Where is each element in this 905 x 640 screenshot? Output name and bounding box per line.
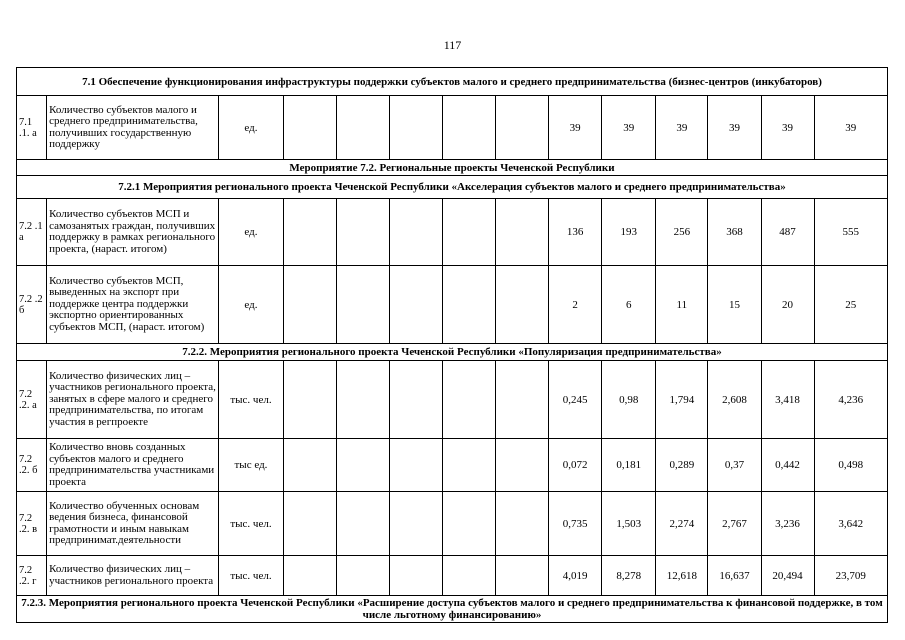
value-cell: 8,278 — [602, 556, 656, 596]
empty-cell — [283, 266, 336, 344]
empty-cell — [442, 199, 495, 266]
empty-cell — [442, 361, 495, 439]
empty-cell — [336, 439, 389, 492]
value-cell: 193 — [602, 199, 656, 266]
unit-cell: тыс ед. — [219, 439, 283, 492]
empty-cell — [495, 199, 548, 266]
row-number: 7.2 .1 а — [17, 199, 47, 266]
section-row — [17, 68, 888, 96]
value-cell: 2,767 — [708, 492, 761, 556]
empty-cell — [283, 96, 336, 160]
value-cell: 2 — [549, 266, 602, 344]
value-cell: 0,072 — [549, 439, 602, 492]
value-cell: 39 — [708, 96, 761, 160]
value-cell: 0,498 — [814, 439, 887, 492]
indicator-name: Количество субъектов малого и среднего предпринимательства, получивших государственную поддержку — [47, 96, 219, 160]
indicator-name: Количество вновь созданных субъектов малого и среднего предпринимательства участниками проекта — [47, 439, 219, 492]
unit-cell: ед. — [219, 199, 283, 266]
value-cell: 4,236 — [814, 361, 887, 439]
empty-cell — [495, 266, 548, 344]
section-row — [17, 596, 888, 623]
empty-cell — [283, 199, 336, 266]
unit-cell: ед. — [219, 266, 283, 344]
empty-cell — [442, 96, 495, 160]
section-heading: Мероприятие 7.2. Региональные проекты Чеченской Республики — [17, 160, 888, 176]
section-heading: 7.1 Обеспечение функционирования инфраструктуры поддержки субъектов малого и среднего предпринимательства (бизнес-центров (инкубаторов) — [17, 68, 888, 96]
empty-cell — [336, 556, 389, 596]
table-row — [17, 439, 888, 492]
empty-cell — [283, 492, 336, 556]
value-cell: 2,274 — [656, 492, 708, 556]
value-cell: 3,236 — [761, 492, 814, 556]
value-cell: 487 — [761, 199, 814, 266]
row-number: 7.2 .2. г — [17, 556, 47, 596]
section-row — [17, 176, 888, 199]
table-row — [17, 556, 888, 596]
empty-cell — [495, 361, 548, 439]
indicator-name: Количество обученных основам ведения бизнеса, финансовой грамотности и иным навыкам предпринимат.деятельности — [47, 492, 219, 556]
value-cell: 15 — [708, 266, 761, 344]
value-cell: 6 — [602, 266, 656, 344]
empty-cell — [442, 266, 495, 344]
value-cell: 136 — [549, 199, 602, 266]
value-cell: 39 — [656, 96, 708, 160]
value-cell: 1,503 — [602, 492, 656, 556]
indicator-name: Количество субъектов МСП, выведенных на экспорт при поддержке центра поддержки экспортно ориентированных субъектов МСП, (нараст. итогом) — [47, 266, 219, 344]
indicator-name: Количество физических лиц – участников регионального проекта — [47, 556, 219, 596]
value-cell: 256 — [656, 199, 708, 266]
unit-cell: ед. — [219, 96, 283, 160]
empty-cell — [495, 439, 548, 492]
row-number: 7.2 .2. б — [17, 439, 47, 492]
empty-cell — [336, 96, 389, 160]
value-cell: 555 — [814, 199, 887, 266]
value-cell: 3,642 — [814, 492, 887, 556]
section-heading: 7.2.2. Мероприятия регионального проекта Чеченской Республики «Популяризация предпринимательства» — [17, 344, 888, 361]
value-cell: 0,98 — [602, 361, 656, 439]
value-cell: 0,442 — [761, 439, 814, 492]
empty-cell — [389, 492, 442, 556]
empty-cell — [389, 439, 442, 492]
value-cell: 0,735 — [549, 492, 602, 556]
empty-cell — [283, 361, 336, 439]
value-cell: 4,019 — [549, 556, 602, 596]
empty-cell — [389, 199, 442, 266]
empty-cell — [389, 96, 442, 160]
value-cell: 39 — [814, 96, 887, 160]
indicator-name: Количество субъектов МСП и самозанятых граждан, получивших поддержку в рамках регионального проекта, (нараст. итогом) — [47, 199, 219, 266]
empty-cell — [336, 361, 389, 439]
empty-cell — [442, 492, 495, 556]
value-cell: 0,245 — [549, 361, 602, 439]
unit-cell: тыс. чел. — [219, 361, 283, 439]
indicator-name: Количество физических лиц – участников регионального проекта, занятых в сфере малого и среднего предпринимательства, по итогам участия в регпроекте — [47, 361, 219, 439]
value-cell: 12,618 — [656, 556, 708, 596]
empty-cell — [442, 556, 495, 596]
table-row — [17, 266, 888, 344]
value-cell: 0,181 — [602, 439, 656, 492]
empty-cell — [495, 492, 548, 556]
empty-cell — [336, 492, 389, 556]
value-cell: 3,418 — [761, 361, 814, 439]
empty-cell — [283, 556, 336, 596]
value-cell: 0,289 — [656, 439, 708, 492]
table-row — [17, 199, 888, 266]
value-cell: 2,608 — [708, 361, 761, 439]
table-row — [17, 492, 888, 556]
empty-cell — [336, 199, 389, 266]
value-cell: 20,494 — [761, 556, 814, 596]
value-cell: 39 — [602, 96, 656, 160]
empty-cell — [495, 556, 548, 596]
value-cell: 39 — [549, 96, 602, 160]
value-cell: 16,637 — [708, 556, 761, 596]
row-number: 7.2 .2. в — [17, 492, 47, 556]
value-cell: 11 — [656, 266, 708, 344]
page-number: 117 — [443, 38, 462, 52]
section-heading: 7.2.3. Мероприятия регионального проекта Чеченской Республики «Расширение доступа субъектов малого и среднего предпринимательства к финансовой поддержке, в том числе льготному финансированию» — [17, 596, 888, 623]
table-row — [17, 96, 888, 160]
empty-cell — [336, 266, 389, 344]
empty-cell — [495, 96, 548, 160]
unit-cell: тыс. чел. — [219, 556, 283, 596]
indicators-table — [16, 67, 888, 623]
empty-cell — [389, 556, 442, 596]
empty-cell — [283, 439, 336, 492]
unit-cell: тыс. чел. — [219, 492, 283, 556]
section-heading: 7.2.1 Мероприятия регионального проекта Чеченской Республики «Акселерация субъектов малого и среднего предпринимательства» — [17, 176, 888, 199]
row-number: 7.2 .2. а — [17, 361, 47, 439]
value-cell: 20 — [761, 266, 814, 344]
section-row — [17, 160, 888, 176]
value-cell: 1,794 — [656, 361, 708, 439]
table-row — [17, 361, 888, 439]
empty-cell — [389, 266, 442, 344]
empty-cell — [442, 439, 495, 492]
value-cell: 23,709 — [814, 556, 887, 596]
value-cell: 0,37 — [708, 439, 761, 492]
row-number: 7.2 .2 б — [17, 266, 47, 344]
value-cell: 39 — [761, 96, 814, 160]
empty-cell — [389, 361, 442, 439]
section-row — [17, 344, 888, 361]
row-number: 7.1 .1. а — [17, 96, 47, 160]
value-cell: 25 — [814, 266, 887, 344]
value-cell: 368 — [708, 199, 761, 266]
